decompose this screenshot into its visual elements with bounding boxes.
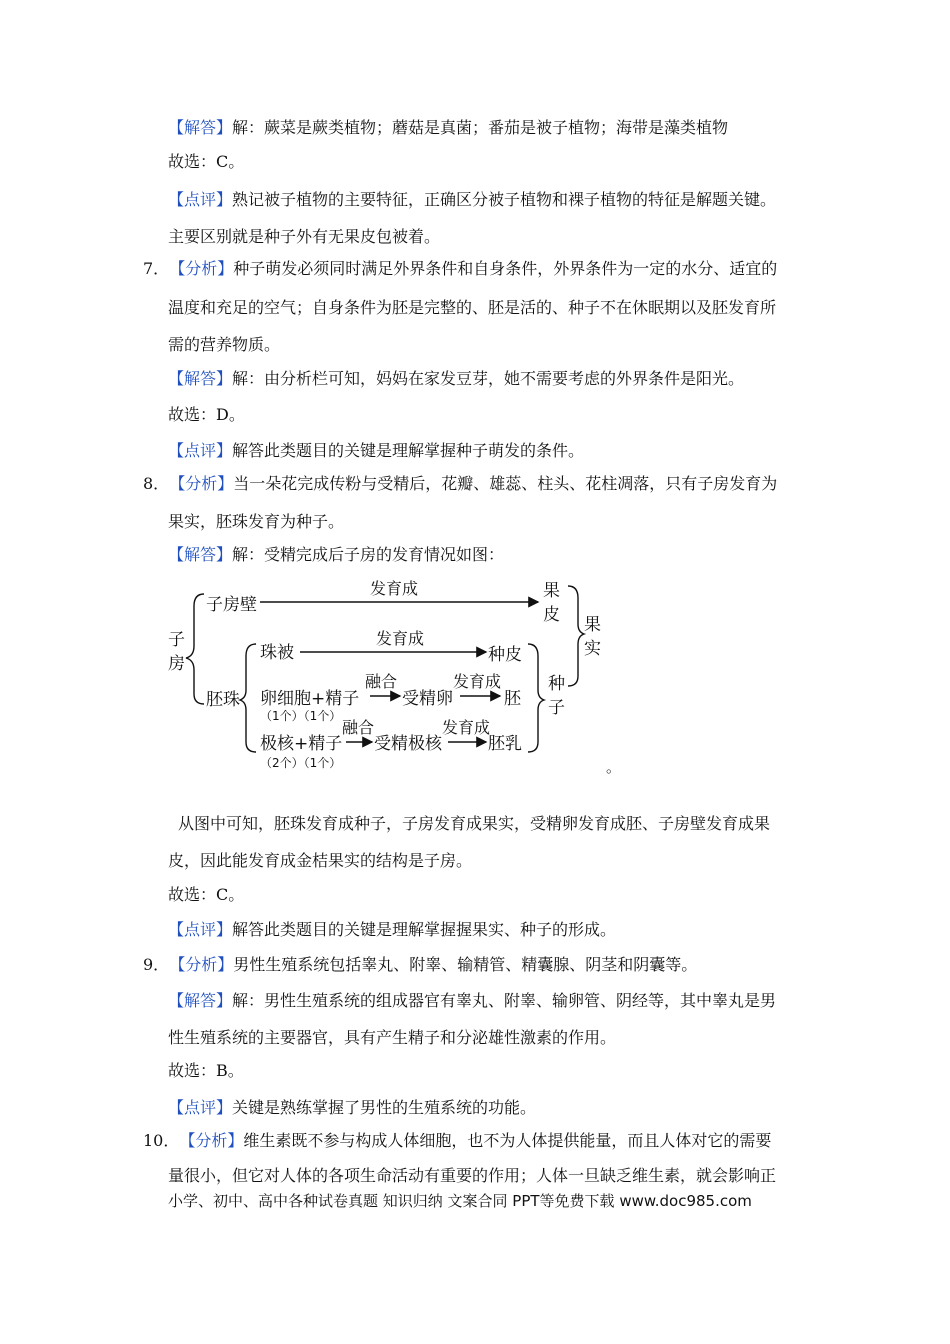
- polar-develop: 发育成: [442, 718, 491, 737]
- q9-choice: 故选：B。: [168, 1061, 244, 1080]
- q9-analysis: [143, 954, 697, 976]
- fruit-brace: [568, 586, 584, 686]
- integument-develop: 发育成: [376, 629, 425, 648]
- q7-comment-text: 解答此类题目的关键是理解掌握种子萌发的条件。: [232, 441, 585, 460]
- q7-analysis-cont-2: 需的营养物质。: [168, 335, 281, 354]
- ovary-label-2: 房: [168, 654, 185, 674]
- q6-choice: 故选：C。: [168, 152, 245, 171]
- q8-analysis-cont: 果实，胚珠发育为种子。: [168, 512, 345, 531]
- zygote: 受精卵: [402, 689, 453, 709]
- q8-comment: [168, 919, 616, 941]
- q7-answer: [168, 368, 744, 390]
- endosperm: 胚乳: [488, 734, 522, 754]
- answer-tag: 【解答】: [168, 991, 233, 1010]
- ovary-wall: 子房壁: [206, 595, 257, 615]
- polar-count: （2个）（1个）: [260, 756, 342, 770]
- seed-1: 种: [548, 674, 565, 694]
- analysis-tag: 【分析】: [179, 1131, 244, 1150]
- q6-answer: [168, 117, 728, 139]
- egg-sperm: 卵细胞+精子: [260, 689, 360, 709]
- q8-after: 从图中可知，胚珠发育成种子，子房发育成果实，受精卵发育成胚、子房壁发育成果: [178, 814, 771, 833]
- footer-download-note: 小学、初中、高中各种试卷真题 知识归纳 文案合同 PPT等免费下载 www.doc985.com: [168, 1192, 752, 1210]
- q6-comment-cont: 主要区别就是种子外有无果皮包被着。: [168, 227, 441, 246]
- analysis-tag: 【分析】: [169, 259, 234, 278]
- q10-number: 10．: [143, 1131, 180, 1150]
- ovary-development-diagram: [160, 572, 640, 782]
- q9-number: 9．: [143, 955, 170, 974]
- q8-comment-text: 解答此类题目的关键是理解掌握握果实、种子的形成。: [232, 920, 617, 939]
- q9-answer-text: 解：男性生殖系统的组成器官有睾丸、附睾、输卵管、阴经等，其中睾丸是男: [232, 991, 777, 1010]
- q8-choice: 故选：C。: [168, 885, 245, 904]
- q8-answer: [168, 544, 504, 566]
- q8-analysis-text: 当一朵花完成传粉与受精后，花瓣、雄蕊、柱头、花柱凋落，只有子房发育为: [233, 474, 778, 493]
- q8-number: 8．: [143, 474, 170, 493]
- q6-comment: [168, 189, 776, 211]
- answer-tag: 【解答】: [168, 369, 233, 388]
- pericarp-1: 果: [543, 581, 560, 601]
- q6-answer-text: 解：蕨菜是蕨类植物；蘑菇是真菌；番茄是被子植物；海带是藻类植物: [232, 118, 729, 137]
- comment-tag: 【点评】: [168, 441, 233, 460]
- ovary-wall-develop: 发育成: [370, 579, 419, 598]
- fruit-1: 果: [584, 615, 601, 635]
- seed-2: 子: [548, 698, 565, 718]
- q7-analysis-cont-1: 温度和充足的空气；自身条件为胚是完整的、胚是活的、种子不在休眠期以及胚发育所: [168, 298, 777, 317]
- q7-comment: [168, 440, 584, 462]
- q10-analysis-cont: 量很小，但它对人体的各项生命活动有重要的作用；人体一旦缺乏维生素，就会影响正: [168, 1166, 777, 1185]
- zygote-develop: 发育成: [453, 672, 502, 691]
- seed-brace: [528, 644, 544, 752]
- q7-analysis: [143, 258, 777, 280]
- q9-answer-cont: 性生殖系统的主要器官，具有产生精子和分泌雄性激素的作用。: [168, 1028, 617, 1047]
- ovule-label: 胚珠: [206, 690, 240, 710]
- q8-after-cont: 皮，因此能发育成金桔果实的结构是子房。: [168, 851, 473, 870]
- q9-analysis-text: 男性生殖系统包括睾丸、附睾、输精管、精囊腺、阴茎和阴囊等。: [233, 955, 698, 974]
- comment-tag: 【点评】: [168, 190, 233, 209]
- ovule-brace: [240, 644, 256, 752]
- fruit-2: 实: [584, 639, 601, 659]
- analysis-tag: 【分析】: [169, 955, 234, 974]
- diagram-tail: 。: [606, 758, 622, 776]
- analysis-tag: 【分析】: [169, 474, 234, 493]
- q8-answer-text: 解：受精完成后子房的发育情况如图：: [232, 545, 505, 564]
- answer-tag: 【解答】: [168, 118, 233, 137]
- q10-analysis-text: 维生素既不参与构成人体细胞，也不为人体提供能量，而且人体对它的需要: [243, 1131, 772, 1150]
- q9-answer: [168, 990, 776, 1012]
- q9-comment-text: 关键是熟练掌握了男性的生殖系统的功能。: [232, 1098, 537, 1117]
- answer-tag: 【解答】: [168, 545, 233, 564]
- q7-choice: 故选：D。: [168, 405, 245, 424]
- q8-analysis: [143, 473, 777, 495]
- q7-analysis-text: 种子萌发必须同时满足外界条件和自身条件，外界条件为一定的水分、适宜的: [233, 259, 778, 278]
- ovary-label-1: 子: [168, 630, 185, 650]
- comment-tag: 【点评】: [168, 920, 233, 939]
- comment-tag: 【点评】: [168, 1098, 233, 1117]
- embryo: 胚: [504, 689, 521, 709]
- fertilized-polar: 受精极核: [374, 734, 442, 754]
- egg-count: （1个）（1个）: [260, 709, 342, 723]
- q10-analysis: [143, 1130, 771, 1152]
- fuse-label-1: 融合: [365, 672, 398, 691]
- fuse-label-2: 融合: [342, 718, 375, 737]
- polar-sperm: 极核+精子: [260, 734, 343, 754]
- q7-answer-text: 解：由分析栏可知，妈妈在家发豆芽，她不需要考虑的外界条件是阳光。: [232, 369, 745, 388]
- q6-comment-text: 熟记被子植物的主要特征，正确区分被子植物和裸子植物的特征是解题关键。: [232, 190, 777, 209]
- seed-coat: 种皮: [488, 645, 522, 665]
- q7-number: 7．: [143, 259, 170, 278]
- ovary-brace: [186, 594, 204, 704]
- pericarp-2: 皮: [543, 605, 560, 625]
- integument: 珠被: [260, 643, 294, 663]
- q9-comment: [168, 1097, 536, 1119]
